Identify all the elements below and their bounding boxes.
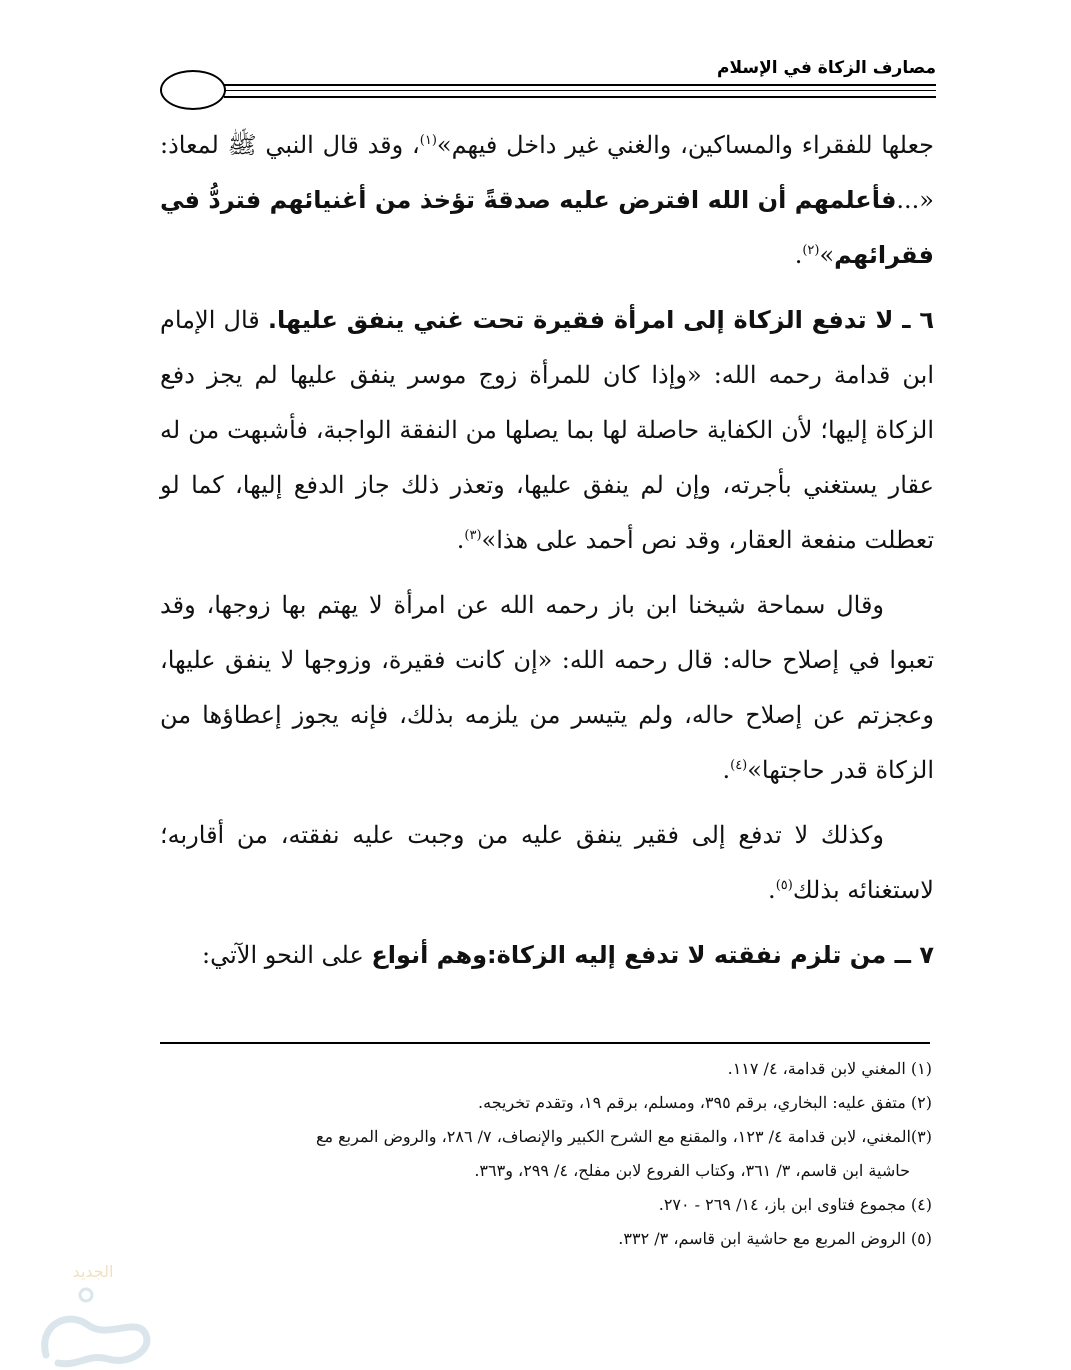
- footnote-1: (١) المغني لابن قدامة، ٤/ ١١٧.: [727, 1059, 932, 1078]
- footnote-ref-1[interactable]: (١): [419, 133, 437, 148]
- section-heading-7: ٧ ــ من تلزم نفقته لا تدفع إليه الزكاة:وهم أنواع: [371, 941, 934, 969]
- page-number-oval: [160, 70, 226, 110]
- footnote-separator: [160, 1042, 930, 1044]
- header-rule: [224, 96, 936, 98]
- site-logo-watermark-icon: [28, 1255, 158, 1370]
- footnotes: [160, 1052, 932, 1256]
- footnote-2: (٢) متفق عليه: البخاري، برقم ٣٩٥، ومسلم، برقم ١٩، وتقدم تخريجه.: [478, 1093, 932, 1112]
- paragraph-7: ٧ ــ من تلزم نفقته لا تدفع إليه الزكاة:وهم أنواع على النحو الآتي:: [202, 941, 934, 969]
- footnote-3: (٣)المغني، لابن قدامة ٤/ ١٢٣، والمقنع مع الشرح الكبير والإنصاف، ٧/ ٢٨٦، والروض المربع مع: [315, 1127, 932, 1146]
- paragraph-relatives: وكذلك لا تدفع إلى فقير ينفق عليه من وجبت عليه نفقته، من أقاربه؛ لاستغنائه بذلك$^{(٥)}$.: [160, 821, 934, 904]
- running-header: [160, 52, 936, 116]
- paragraph-6: ٦ ـ لا تدفع الزكاة إلى امرأة فقيرة تحت غني ينفق عليها. قال الإمام ابن قدامة رحمه الله: «وإذا كان للمرأة زوج موسر ينفق عليها لم يجز دفع الزكاة إليها؛ لأن الكفاية حاصلة لها بما يصلها من النفقة الواجبة، فأشبهت من له عقار يستغني بأجرته، وإن لم ينفق عليها، وتعذر ذلك جاز الدفع إليها، كما لو تعطلت منفعة العقار، وقد نص أحمد على هذا»$^{(٣)}$.: [160, 306, 934, 554]
- book-title: مصارف الزكاة في الإسلام: [717, 58, 936, 78]
- footnote-5: (٥) الروض المربع مع حاشية ابن قاسم، ٣/ ٣٣٢.: [618, 1229, 932, 1248]
- footnote-ref-5[interactable]: (٥): [775, 878, 793, 893]
- footnote-4: (٤) مجموع فتاوى ابن باز، ١٤/ ٢٦٩ - ٢٧٠.: [658, 1195, 932, 1214]
- footnote-ref-3[interactable]: (٣): [464, 528, 482, 543]
- paragraph-1: جعلها للفقراء والمساكين، والغني غير داخل فيهم»$^{(١)}$، وقد قال النبي ﷺ لمعاذ: «...فأعلمهم أن الله افترض عليه صدقةً تؤخذ من أغنيائهم فتردُّ في فقرائهم»$^{(٢)}$.: [160, 131, 934, 269]
- footnote-ref-2[interactable]: (٢): [802, 243, 820, 258]
- footnote-3-continued: حاشية ابن قاسم، ٣/ ٣٦١، وكتاب الفروع لابن مفلح، ٤/ ٢٩٩، و٣٦٣.: [474, 1161, 910, 1180]
- hadith-quote: فأعلمهم أن الله افترض عليه صدقةً تؤخذ من أغنيائهم فتردُّ في فقرائهم: [160, 186, 934, 269]
- watermark-text: الجديد: [72, 1262, 114, 1281]
- paragraph-ibn-baz: وقال سماحة شيخنا ابن باز رحمه الله عن امرأة لا يهتم بها زوجها، وقد تعبوا في إصلاح حاله: قال رحمه الله: «إن كانت فقيرة، وزوجها لا ينفق عليها، وعجزتم عن إصلاح حاله، ولم يتيسر من يلزمه بذلك، فإنه يجوز إعطاؤها من الزكاة قدر حاجتها»$^{(٤)}$.: [160, 591, 935, 784]
- main-text: [160, 118, 934, 993]
- header-rule: [224, 90, 936, 91]
- footnote-ref-4[interactable]: (٤): [730, 758, 748, 773]
- header-rule: [224, 84, 936, 86]
- section-heading-6: ٦ ـ لا تدفع الزكاة إلى امرأة فقيرة تحت غني ينفق عليها.: [267, 306, 934, 334]
